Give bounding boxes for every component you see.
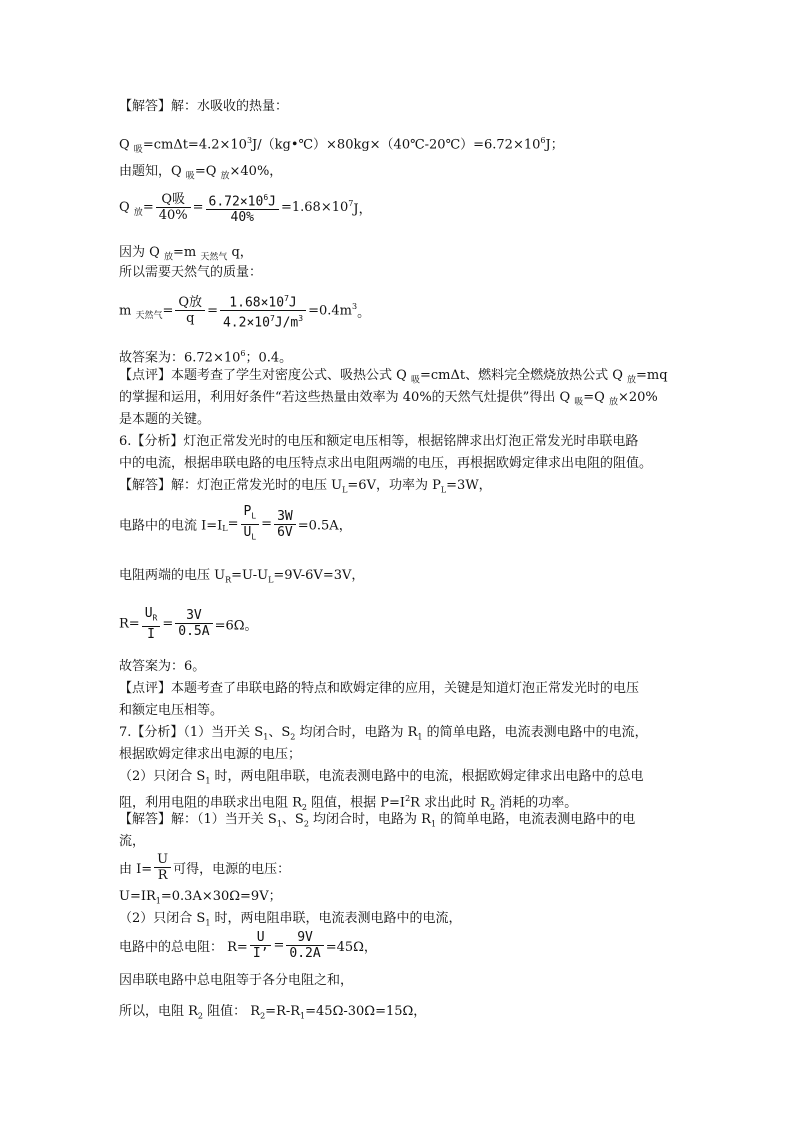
text: =6V，功率为 P [347, 478, 441, 493]
answer-line-6 [119, 658, 205, 676]
text: 【解答】解：灯泡正常发光时的电压 U [119, 478, 343, 493]
text: U=IR [119, 889, 156, 904]
text: 中的电流，根据串联电路的电压特点求出电阻两端的电压，再根据欧姆定律求出电阻的阻值。 [119, 456, 653, 471]
denominator: 40% [158, 208, 188, 224]
subscript: 2 [290, 732, 296, 742]
denominator: 6V [277, 524, 293, 540]
text: = [162, 616, 174, 632]
fraction [241, 504, 260, 544]
superscript: 3 [246, 136, 253, 145]
text: =9V-6V=3V， [273, 568, 365, 583]
text: = [207, 303, 218, 319]
q6-comment-line-2 [119, 702, 223, 720]
heat-absorbed-equation [119, 132, 564, 159]
q6-comment-line-1 [119, 680, 639, 698]
text: 故答案为：6.72×10 [119, 350, 241, 366]
fraction [250, 930, 272, 961]
answer-heading-line [119, 98, 288, 116]
subscript: 放 [627, 375, 637, 386]
text: 时，两电阻串联，电流表测电路中的电流， [210, 911, 462, 926]
numerator: Q吸 [156, 192, 191, 208]
subscript: L [222, 524, 228, 534]
subscript: 天然气 [135, 310, 163, 321]
text: =1.68×10 [280, 200, 349, 216]
text: 电路中的电流 I=I [119, 518, 223, 534]
text: =Q [583, 390, 609, 405]
superscript: 6 [263, 193, 269, 202]
subscript: 天然气 [200, 252, 228, 263]
text: =45Ω， [325, 940, 377, 955]
numerator [206, 190, 279, 210]
text: ×20% [617, 390, 658, 405]
subscript: 1 [417, 732, 423, 742]
text: q， [227, 245, 253, 260]
numerator: 9V [286, 930, 323, 946]
fraction [206, 190, 279, 225]
total-resistance-fraction [119, 930, 377, 961]
subscript: L [251, 532, 257, 542]
text: 阻值，根据 P=I [307, 795, 406, 811]
resistor-voltage-line [119, 567, 364, 590]
text: 的简单电路，电流表测电路中的电 [436, 812, 636, 827]
heat-released-fraction [119, 190, 372, 225]
text: 由 I= [119, 862, 153, 877]
text: U [144, 606, 153, 621]
text: 【解答】解：水吸收的热量： [119, 99, 289, 114]
subscript: 2 [197, 1011, 204, 1021]
text: Q [119, 200, 134, 216]
q6-answer-line [119, 477, 492, 500]
text: = [192, 200, 204, 216]
subscript: 吸 [133, 144, 143, 155]
text: 1.68×10 [229, 295, 285, 311]
text: =3W， [446, 478, 492, 493]
text: =mq [636, 368, 668, 383]
subscript: 放 [608, 397, 618, 408]
text: J/（kg•℃）×80kg×（40℃-20℃）=6.72×10 [252, 137, 541, 153]
superscript: 6 [240, 349, 246, 358]
text: ；0.4。 [245, 350, 293, 366]
text: 、S [281, 812, 304, 827]
text: 因串联电路中总电阻等于各分电阻之和， [119, 973, 354, 988]
subscript: 1 [300, 1011, 306, 1021]
text: 故答案为：6。 [119, 659, 206, 674]
subscript: 2 [260, 1011, 266, 1021]
denominator [241, 525, 260, 545]
q7-analysis-line-1 [119, 724, 648, 747]
text: =cmΔt、燃料完全燃烧放热公式 Q [419, 368, 627, 383]
text: 是本题的关键。 [119, 412, 211, 427]
numerator [241, 504, 260, 525]
subscript: 1 [155, 896, 161, 906]
numerator: U [250, 930, 272, 946]
subscript: L [251, 511, 257, 521]
gas-mass-fraction [119, 291, 370, 331]
text: 均闭合时，电路为 R [308, 812, 431, 827]
subscript: 1 [205, 918, 211, 928]
text: =U-U [231, 568, 269, 583]
text: 的简单电路，电流表测电路中的电流， [422, 725, 648, 740]
fraction [220, 291, 306, 331]
text: 因为 Q [119, 245, 164, 260]
text: U [243, 524, 252, 540]
text: =0.4m [308, 303, 352, 319]
superscript: 6 [540, 136, 546, 145]
text: =6Ω。 [214, 618, 258, 634]
ohms-law-fraction [119, 852, 290, 883]
superscript: 3 [351, 302, 358, 311]
text: =45Ω-30Ω=15Ω， [305, 1004, 427, 1019]
text: 流， [119, 834, 146, 849]
text: 时，两电阻串联，电流表测电路中的电流，根据欧姆定律求出电路中的总电 [210, 769, 644, 784]
r2-resistance-line [119, 1003, 426, 1026]
superscript: 7 [269, 314, 275, 324]
text: = [273, 938, 285, 953]
subscript: L [268, 575, 274, 585]
denominator: 0.5A [178, 624, 210, 640]
text: （2）只闭合 S [119, 769, 206, 784]
denominator: R [157, 868, 168, 883]
series-sum-line [119, 972, 353, 990]
superscript: 3 [298, 314, 304, 324]
subscript: 1 [205, 776, 211, 786]
text: J [288, 295, 297, 311]
subscript: 吸 [185, 171, 195, 182]
numerator [220, 291, 306, 311]
superscript: 2 [405, 794, 411, 803]
q6-analysis-line-2 [119, 455, 652, 473]
text: m [119, 303, 136, 319]
text: =R-R [265, 1004, 301, 1019]
subscript: 2 [490, 802, 496, 812]
subscript: 2 [303, 819, 309, 829]
fraction [175, 295, 205, 326]
subscript: 2 [301, 802, 308, 812]
subscript: R [152, 613, 158, 623]
text: J； [545, 137, 564, 153]
fraction [286, 930, 323, 961]
text: 6.【分析】灯泡正常发光时的电压和额定电压相等，根据铭牌求出灯泡正常发光时串联电路 [119, 434, 639, 449]
subscript: R [225, 575, 232, 585]
comment-line-1 [119, 367, 668, 390]
denominator [220, 311, 306, 330]
subscript: 吸 [410, 375, 420, 386]
denominator: q [186, 311, 195, 327]
text: 所以，电阻 R [119, 1004, 198, 1019]
fraction [156, 192, 191, 223]
q6-analysis-line-1 [119, 433, 638, 451]
text: = [162, 303, 174, 319]
text: =0.5A， [297, 518, 352, 534]
q7-answer-line-1 [119, 811, 635, 834]
denominator: 0.2A [289, 946, 321, 961]
text: 7.【分析】（1）当开关 S [119, 725, 264, 740]
text: 6.72×10 [208, 194, 264, 210]
text: = [261, 516, 273, 532]
numerator [142, 606, 161, 627]
fraction [154, 852, 171, 883]
text: 均闭合时，电路为 R [295, 725, 418, 740]
text: 的掌握和运用，利用好条件“若这些热量由效率为 40%的天然气灶提供”得出 Q [119, 390, 575, 405]
subscript: 吸 [574, 397, 584, 408]
subscript: L [342, 485, 348, 495]
text: （2）只闭合 S [119, 911, 206, 926]
text: 阻值： R [203, 1004, 261, 1019]
fraction [142, 606, 161, 642]
subscript: 1 [263, 732, 269, 742]
text: 消耗的功率。 [495, 795, 578, 811]
text: =m [172, 245, 201, 260]
denominator: 40% [230, 210, 254, 226]
text: P [243, 504, 252, 519]
numerator: U [154, 852, 171, 868]
text: 阻，利用电阻的串联求出电阻 R [119, 795, 302, 811]
subscript: 1 [430, 819, 437, 829]
text: R= [119, 616, 140, 632]
source-voltage-line [119, 888, 282, 911]
denominator: I [147, 626, 155, 642]
text: = [227, 516, 239, 532]
q7-analysis-line-2 [119, 746, 301, 764]
superscript: 7 [284, 294, 289, 303]
text: =cmΔt=4.2×10 [142, 137, 247, 153]
subscript: 放 [163, 252, 173, 263]
text: 。 [357, 305, 371, 321]
numerator: Q放 [175, 295, 205, 311]
superscript: 7 [348, 198, 354, 208]
text: 、S [268, 725, 291, 740]
comment-line-3 [119, 411, 210, 429]
text: 由题知，Q [119, 164, 186, 179]
text: 【点评】本题考查了学生对密度公式、吸热公式 Q [119, 368, 411, 383]
numerator: 3W [274, 509, 296, 525]
text: 4.2×10 [222, 315, 270, 331]
text: 根据欧姆定律求出电源的电压； [119, 747, 302, 762]
text: J， [353, 202, 372, 218]
fraction [175, 608, 212, 639]
text: 电阻两端的电压 U [119, 568, 226, 583]
text: = [142, 200, 154, 216]
resistance-fraction [119, 606, 258, 642]
mass-needed-line [119, 264, 262, 282]
text: =0.3A×30Ω=9V； [160, 889, 282, 904]
subscript: 放 [220, 171, 230, 182]
text: 电路中的总电阻： R= [119, 940, 248, 955]
text: 所以需要天然气的质量： [119, 265, 263, 280]
text: 【解答】解：（1）当开关 S [119, 812, 277, 827]
text: 【点评】本题考查了串联电路的特点和欧姆定律的应用，关键是知道灯泡正常发光时的电压 [119, 681, 640, 696]
text: R 求出此时 R [410, 795, 490, 811]
answer-line-5 [119, 345, 292, 367]
q7-analysis-line-3 [119, 768, 644, 791]
text: 和额定电压相等。 [119, 703, 224, 718]
subscript: L [440, 485, 447, 495]
numerator: 3V [175, 608, 212, 624]
text: J/m [274, 315, 299, 331]
text: 可得，电源的电压： [173, 862, 291, 877]
fraction [274, 509, 296, 540]
subscript: 1 [276, 819, 282, 829]
text: =Q [194, 164, 221, 179]
text: J [268, 194, 276, 210]
text: ×40%， [229, 164, 283, 179]
text: Q [119, 137, 134, 153]
current-fraction [119, 504, 352, 544]
subscript: 放 [133, 207, 143, 218]
efficiency-relation [119, 163, 282, 186]
q7-answer-line-2 [119, 833, 145, 851]
comment-line-2 [119, 389, 658, 412]
denominator: I’ [252, 946, 269, 961]
